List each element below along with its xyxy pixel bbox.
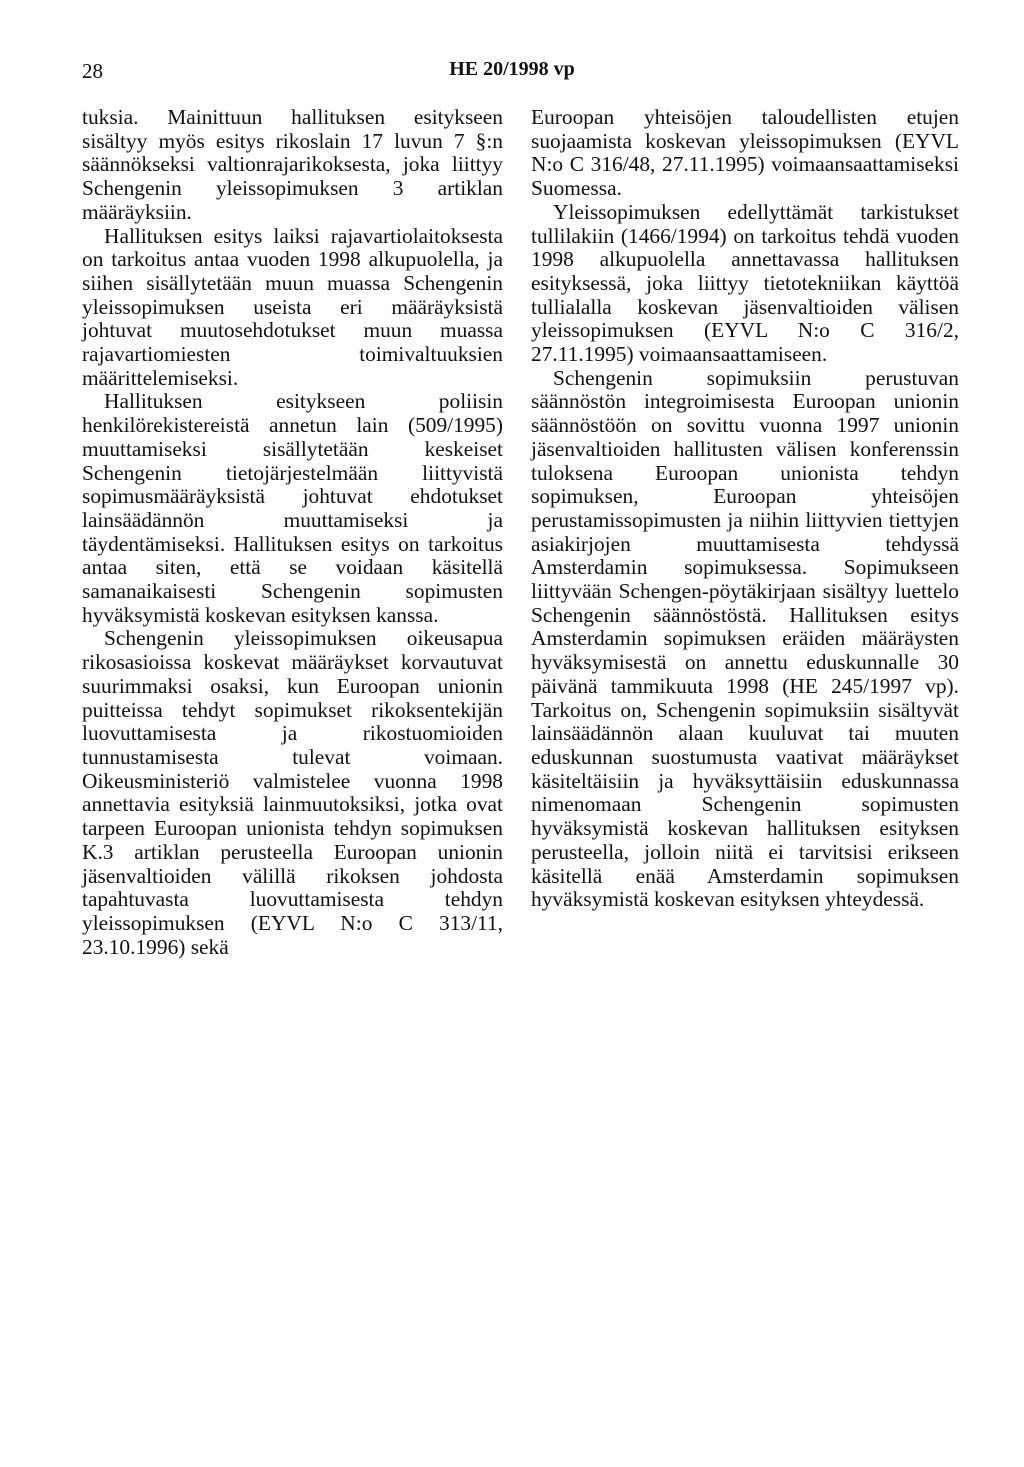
- left-paragraph-3: Hallituksen esitykseen poliisin henkilörekistereistä annetun lain (509/1995) muuttamiseksi sisällytetään keskeiset Schengenin tietojärjestelmään liittyvistä sopimusmääräyksistä johtuvat ehdotukset lainsäädännön muuttamiseksi ja täydentämiseksi. Hallituksen esitys on tarkoitus antaa siten, että se voidaan käsitellä samanaikaisesti Schengenin sopimusten hyväksymistä koskevan esityksen kanssa.: [82, 389, 503, 627]
- right-column: [531, 106, 959, 912]
- document-id-header: HE 20/1998 vp: [449, 58, 575, 80]
- left-paragraph-2: Hallituksen esitys laiksi rajavartiolaitoksesta on tarkoitus antaa vuoden 1998 alkupuolella, ja siihen sisällytetään muun muassa Schengenin yleissopimuksen useista eri määräyksistä johtuvat muutosehdotukset muun muassa rajavartiomiesten toimivaltuuksien määrittelemiseksi.: [82, 223, 503, 390]
- right-paragraph-2: Yleissopimuksen edellyttämät tarkistukset tullilakiin (1466/1994) on tarkoitus tehdä vuoden 1998 alkupuolella annettavassa hallituksen esityksessä, joka liittyy tietotekniikan käyttöä tullialalla koskevan jäsenvaltioiden välisen yleissopimuksen (EYVL N:o C 316/2, 27.11.1995) voimaansaattamiseen.: [531, 199, 959, 367]
- left-column: [82, 106, 503, 959]
- left-paragraph-4: Schengenin yleissopimuksen oikeusapua rikosasioissa koskevat määräykset korvautuvat suurimmaksi osaksi, kun Euroopan unionin puitteissa tehdyt sopimukset rikoksentekijän luovuttamisesta ja rikostuomioiden tunnustamisesta tulevat voimaan. Oikeusministeriö valmistelee vuonna 1998 annettavia esityksiä lainmuutoksiksi, jotka ovat tarpeen Euroopan unionista tehdyn sopimuksen K.3 artiklan perusteella Euroopan unionin jäsenvaltioiden välillä rikoksen johdosta tapahtuvasta luovuttamisesta tehdyn yleissopimuksen (EYVL N:o C 313/11, 23.10.1996) sekä: [82, 626, 503, 959]
- right-paragraph-1: Euroopan yhteisöjen taloudellisten etujen suojaamista koskevan yleissopimuksen (EYVL N:o C 316/48, 27.11.1995) voimaansaattamiseksi Suomessa.: [531, 105, 959, 201]
- left-paragraph-1: tuksia. Mainittuun hallituksen esitykseen sisältyy myös esitys rikoslain 17 luvun 7 §:n säännökseksi valtionrajarikoksesta, joka liittyy Schengenin yleissopimuksen 3 artiklan määräyksiin.: [82, 105, 503, 224]
- page-number: 28: [82, 59, 103, 83]
- right-paragraph-3: Schengenin sopimuksiin perustuvan säännöstön integroimisesta Euroopan unionin säännöstöön on sovittu vuonna 1997 unionin jäsenvaltioiden hallitusten välisen konferenssin tuloksena Euroopan unionista tehdyn sopimuksen, Euroopan yhteisöjen perustamissopimusten ja niihin liittyvien tiettyjen asiakirjojen muuttamisesta tehdyssä Amsterdamin sopimuksessa. Sopimukseen liittyvään Schengen-pöytäkirjaan sisältyy luettelo Schengenin säännöstöstä. Hallituksen esitys Amsterdamin sopimuksen eräiden määräysten hyväksymisestä on annettu eduskunnalle 30 päivänä tammikuuta 1998 (HE 245/1997 vp). Tarkoitus on, Schengenin sopimuksiin sisältyvät lainsäädännön alaan kuuluvat tai muuten eduskunnan suostumusta vaativat määräykset käsiteltäisiin ja hyväksyttäisiin eduskunnassa nimenomaan Schengenin sopimusten hyväksymistä koskevan hallituksen esityksen perusteella, jolloin niitä ei tarvitsisi erikseen käsitellä enää Amsterdamin sopimuksen hyväksymistä koskevan esityksen yhteydessä.: [531, 365, 959, 912]
